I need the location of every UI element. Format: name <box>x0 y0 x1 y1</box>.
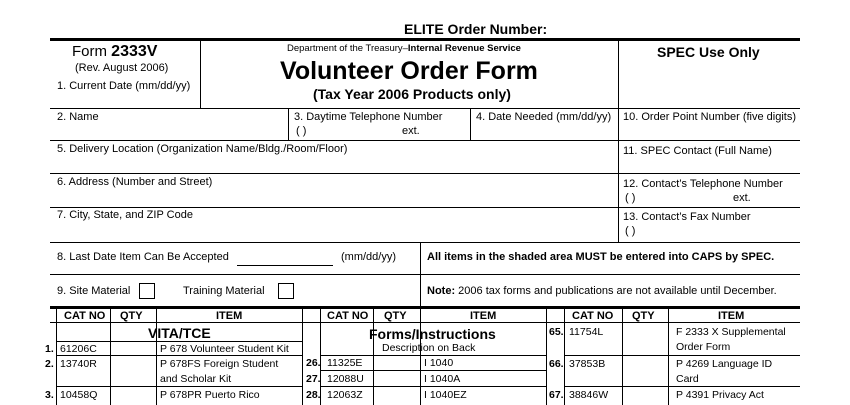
field-12-contact-phone-label: 12. Contact’s Telephone Number <box>623 178 783 190</box>
field-3-phone-paren: ( ) <box>296 125 307 137</box>
training-material-label: Training Material <box>183 285 265 297</box>
field-3-phone-label: 3. Daytime Telephone Number <box>294 111 443 123</box>
vita-tce-section-title: VITA/TCE <box>148 325 211 341</box>
row-2-catno: 13740R <box>60 358 97 370</box>
row-3-catno: 10458Q <box>60 389 98 401</box>
tbl-row-rule-1b <box>320 370 546 371</box>
row-26-catno: 11325E <box>327 357 363 369</box>
row-line-2 <box>50 140 800 141</box>
row-1-item: P 678 Volunteer Student Kit <box>160 343 289 355</box>
row-67-catno: 38846W <box>569 389 609 401</box>
row-line-3 <box>50 173 800 174</box>
field-3-phone-ext: ext. <box>402 125 420 137</box>
spec-use-only: SPEC Use Only <box>657 44 760 60</box>
col2-qty-header: QTY <box>384 310 407 322</box>
row-line-5 <box>50 242 800 243</box>
col3-item-header: ITEM <box>718 310 745 322</box>
tbl-v1 <box>56 308 57 405</box>
row-27-item: I 1040A <box>424 373 461 385</box>
row-66-number: 66. <box>549 358 564 370</box>
row-1-catno: 61206C <box>60 343 97 355</box>
table-top-rule <box>50 306 800 309</box>
col2-item-header: ITEM <box>470 310 497 322</box>
row-3-number: 3. <box>45 389 54 401</box>
field-13-fax-label: 13. Contact’s Fax Number <box>623 211 751 223</box>
field-9-site-material-label: 9. Site Material <box>57 285 131 297</box>
department-irs: Internal Revenue Service <box>407 43 521 54</box>
col2-catno-header: CAT NO <box>327 310 369 322</box>
tbl-row-rule-2c <box>564 386 800 387</box>
col3-catno-header: CAT NO <box>572 310 614 322</box>
tbl-v9 <box>564 308 565 405</box>
field-2-name-label: 2. Name <box>57 111 99 123</box>
row-65-catno: 11754L <box>569 326 604 338</box>
row-28-number: 28. <box>306 389 321 401</box>
tbl-v4 <box>302 308 303 405</box>
tbl-v2 <box>110 308 111 405</box>
page-subtitle: (Tax Year 2006 Products only) <box>313 86 511 102</box>
department-line <box>287 43 521 54</box>
field-6-address-label: 6. Address (Number and Street) <box>57 176 213 188</box>
tbl-row-rule-2b <box>320 386 546 387</box>
field-7-city-state-zip-label: 7. City, State, and ZIP Code <box>57 209 193 221</box>
row-27-number: 27. <box>306 373 321 385</box>
row-66-item-line2: Card <box>676 373 699 385</box>
table-header-rule <box>50 322 800 323</box>
row-66-catno: 37853B <box>569 358 606 370</box>
row-line-4 <box>50 207 618 208</box>
forms-instructions-subtitle: Description on Back <box>382 342 476 354</box>
row-2-item-line1: P 678FS Foreign Student <box>160 358 279 370</box>
field-13-fax-paren: ( ) <box>625 225 636 237</box>
row-65-number: 65. <box>549 326 564 338</box>
form-number-value: 2333V <box>111 43 158 60</box>
tbl-v3 <box>156 308 157 405</box>
field-8-date-format: (mm/dd/yy) <box>341 251 396 263</box>
row-line-1 <box>50 108 800 109</box>
field-12-phone-ext: ext. <box>733 192 751 204</box>
tbl-v7 <box>420 308 421 405</box>
col1-qty-header: QTY <box>120 310 143 322</box>
row-26-number: 26. <box>306 357 321 369</box>
col3-qty-header: QTY <box>632 310 655 322</box>
department-prefix: Department of the Treasury– <box>287 43 408 54</box>
tbl-row-rule-1a <box>56 355 302 356</box>
row-1-number: 1. <box>45 343 54 355</box>
vita-section-rule <box>56 341 302 342</box>
col1-catno-header: CAT NO <box>64 310 106 322</box>
row-line-4b <box>618 207 800 208</box>
row-67-item: P 4391 Privacy Act <box>676 389 764 401</box>
training-material-checkbox[interactable] <box>278 283 294 299</box>
header-divider-left <box>200 40 201 108</box>
forms-instructions-section-title: Forms/Instructions <box>369 326 496 342</box>
row-65-item-line1: F 2333 X Supplemental <box>676 326 786 338</box>
form-prefix: Form <box>72 43 107 60</box>
note-label: Note: <box>427 285 456 297</box>
divider-phone-date <box>470 108 471 140</box>
page-title: Volunteer Order Form <box>280 57 538 85</box>
date-underline <box>237 265 333 266</box>
site-material-checkbox[interactable] <box>139 283 155 299</box>
tbl-v11 <box>668 308 669 405</box>
row-28-item: I 1040EZ <box>424 389 467 401</box>
row-26-item: I 1040 <box>424 357 454 369</box>
col1-item-header: ITEM <box>216 310 243 322</box>
field-1-current-date-label: 1. Current Date (mm/dd/yy) <box>57 80 191 92</box>
field-4-date-needed-label: 4. Date Needed (mm/dd/yy) <box>476 111 612 123</box>
tbl-row-rule-2a <box>56 386 302 387</box>
field-5-delivery-location-label: 5. Delivery Location (Organization Name/Bldg./Room/Floor) <box>57 143 348 155</box>
row-67-number: 67. <box>549 389 564 401</box>
tbl-v8 <box>546 308 547 405</box>
field-12-phone-paren: ( ) <box>625 192 636 204</box>
field-11-spec-contact-label: 11. SPEC Contact (Full Name) <box>623 145 772 157</box>
shaded-area-note: All items in the shaded area MUST be entered into CAPS by SPEC. <box>427 251 775 263</box>
tbl-v10 <box>622 308 623 405</box>
form-number <box>72 43 157 61</box>
field-8-last-date-label: 8. Last Date Item Can Be Accepted <box>57 251 229 263</box>
row-3-item: P 678PR Puerto Rico <box>160 389 260 401</box>
availability-note <box>427 285 777 297</box>
tbl-row-rule-1c <box>564 355 800 356</box>
row-65-item-line2: Order Form <box>676 341 731 353</box>
row-2-item-line2: and Scholar Kit <box>160 373 232 385</box>
revision-date: (Rev. August 2006) <box>75 62 169 74</box>
row-2-number: 2. <box>45 358 54 370</box>
top-rule <box>50 38 800 41</box>
elite-order-number-label: ELITE Order Number: <box>404 21 548 37</box>
tbl-v6 <box>373 308 374 405</box>
forms-section-rule <box>320 355 546 356</box>
row-line-6 <box>50 274 800 275</box>
row-27-catno: 12088U <box>327 373 364 385</box>
header-divider-right <box>618 40 619 242</box>
row-66-item-line1: P 4269 Language ID <box>676 358 773 370</box>
divider-name-phone <box>288 108 289 140</box>
note-text: 2006 tax forms and publications are not available until December. <box>455 285 777 297</box>
row-28-catno: 12063Z <box>327 389 363 401</box>
field-10-order-point-label: 10. Order Point Number (five digits) <box>623 111 797 123</box>
